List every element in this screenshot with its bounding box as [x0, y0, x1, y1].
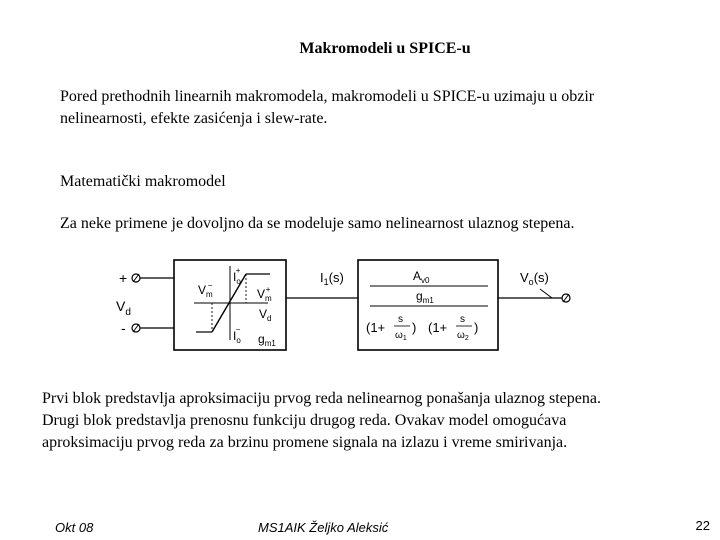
tf-factor2-s: s [460, 314, 465, 325]
input-minus-sign: - [121, 320, 126, 336]
gm1-label: $g_{m1}$ [258, 332, 276, 348]
tf-numerator-gain: $A_{v0}$ [413, 269, 430, 285]
footer-course-author: MS1AIK Željko Aleksić [258, 520, 389, 535]
intro-line-1: Pored prethodnih linearnih makromodela, makromodeli u SPICE-u uzimaju u obzir [60, 88, 595, 105]
tf-factor2-close: ) [474, 320, 479, 335]
section-heading: Matematički makromodel [60, 173, 226, 190]
tf-factor1-open: (1+ [366, 320, 386, 335]
vm-negative-label: $V_m-$ [198, 281, 213, 299]
section-text: Za neke primene je dovoljno da se modeluje samo nelinearnost ulaznog stepena. [60, 215, 575, 232]
intro-line-2: nelinearnosti, efekte zasićenja i slew-rate. [60, 110, 328, 127]
tf-factor1-close: ) [412, 320, 417, 335]
input-plus-sign: + [119, 270, 128, 286]
tf-factor1-s: s [398, 314, 403, 325]
description-line-3: aproksimaciju prvog reda za brzinu promene signala na izlazu i vreme smirivanja. [42, 434, 568, 451]
description-line-1: Prvi blok predstavlja aproksimaciju prvog reda nelinearnog ponašanja ulaznog stepena. [42, 390, 601, 407]
input-voltage-label: $V_d$ [116, 298, 131, 318]
tf-omega2: $\omega_2$ [457, 330, 469, 342]
io-positive-label: $I_o+$ [233, 266, 241, 286]
io-negative-label: $I_o-$ [233, 325, 241, 345]
slide-title: Makromodeli u SPICE-u [299, 40, 471, 57]
output-voltage-label: $V_o(s)$ [520, 270, 549, 287]
transfer-function-block [358, 260, 498, 350]
footer-date: Okt 08 [55, 520, 94, 535]
output-arrow-icon [540, 289, 552, 298]
tf-factor2-open: (1+ [428, 320, 448, 335]
i1-signal-label: $I_1(s)$ [320, 270, 344, 287]
description-line-2: Drugi blok predstavlja prenosnu funkciju drugog reda. Ovakav model omogućava [42, 412, 567, 429]
tf-omega1: $\omega_1$ [395, 330, 407, 342]
vd-axis-label: $V_d$ [259, 307, 272, 323]
tf-gm1-label: $g_{m1}$ [416, 289, 434, 305]
page-number: 22 [695, 518, 710, 533]
macromodel-block-diagram [112, 258, 582, 358]
vm-positive-label: $V_m+$ [257, 285, 272, 303]
